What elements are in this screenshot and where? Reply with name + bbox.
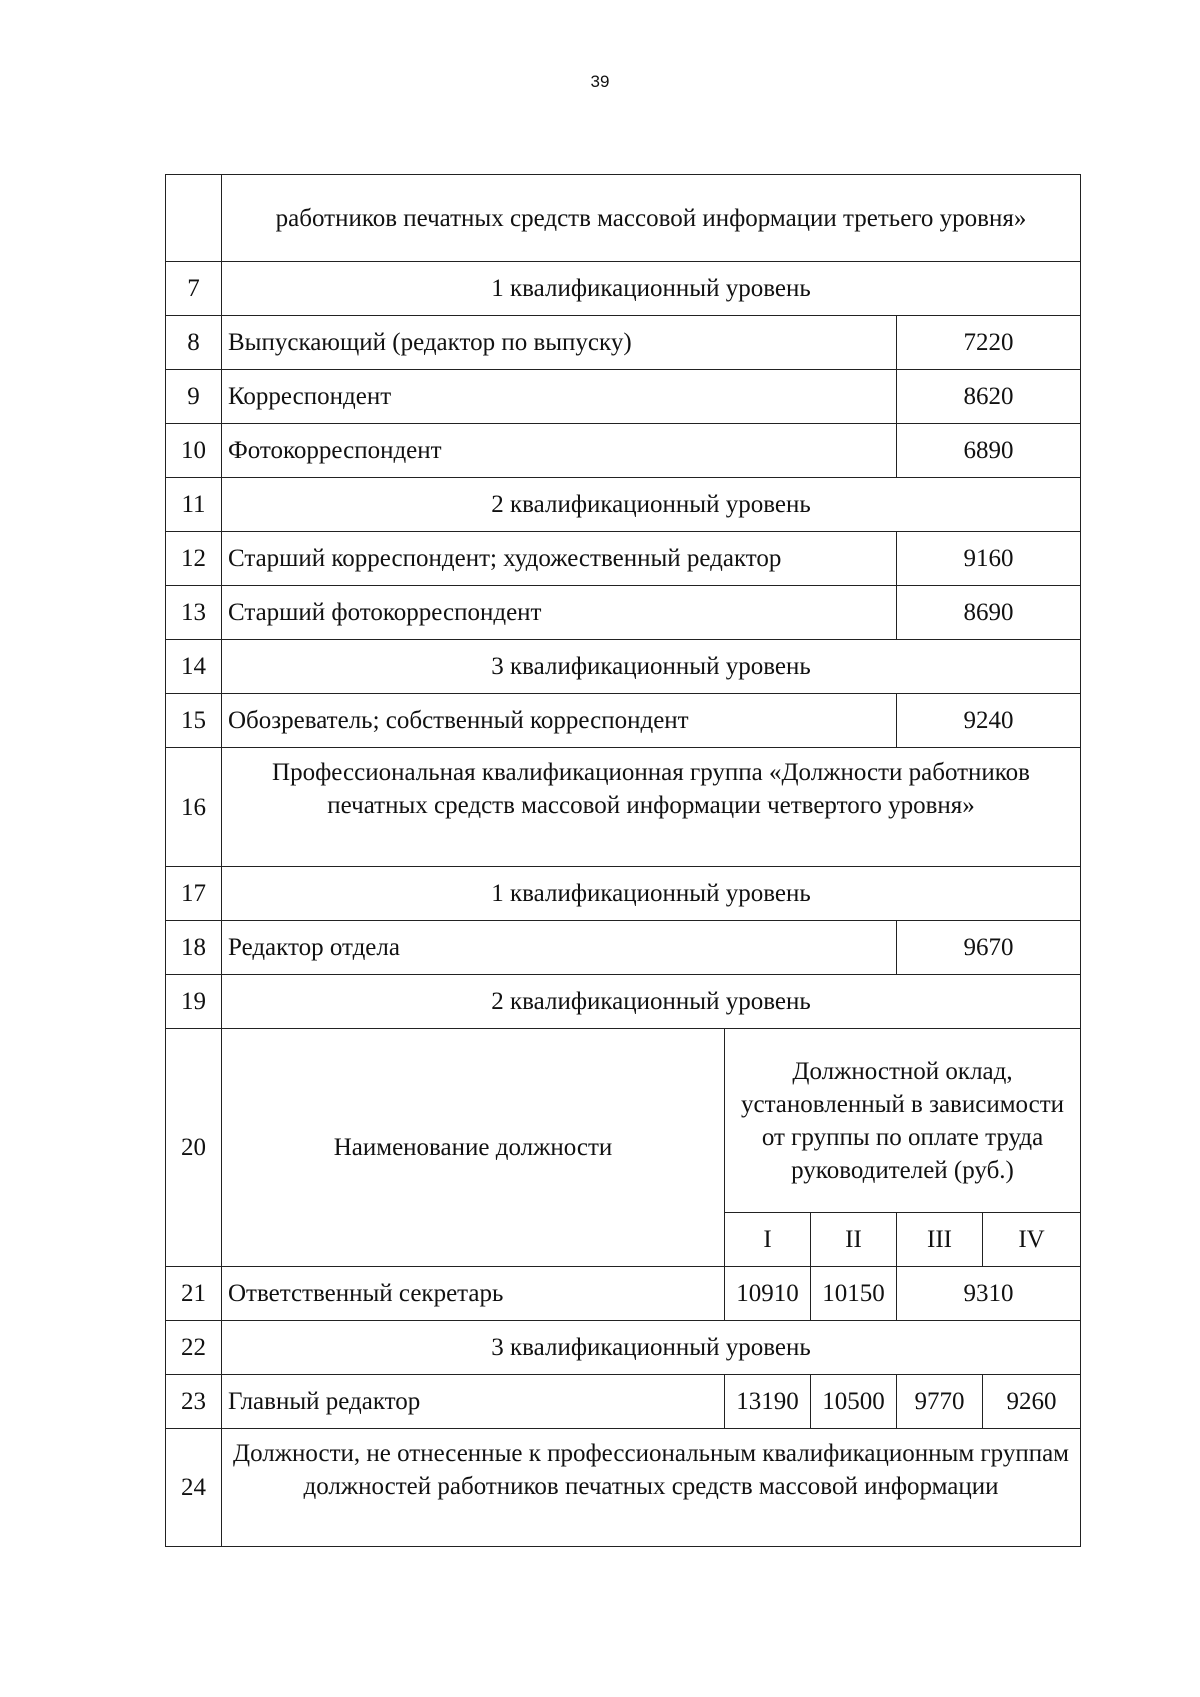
salary-value: 9670 — [897, 921, 1081, 975]
salary-value: 9160 — [897, 532, 1081, 586]
table-row — [166, 424, 1081, 478]
table-row — [166, 370, 1081, 424]
salary-value: 13190 — [725, 1375, 811, 1429]
salary-value: 9240 — [897, 694, 1081, 748]
salary-value: 10150 — [811, 1267, 897, 1321]
table-row — [166, 478, 1081, 532]
table-row — [166, 175, 1081, 262]
row-number: 14 — [166, 640, 222, 694]
table-row — [166, 921, 1081, 975]
row-number: 15 — [166, 694, 222, 748]
salary-value: 8620 — [897, 370, 1081, 424]
position-name: Ответственный секретарь — [222, 1267, 725, 1321]
qualification-level: 1 квалификационный уровень — [222, 262, 1081, 316]
qualification-level: 1 квалификационный уровень — [222, 867, 1081, 921]
salary-value: 9770 — [897, 1375, 983, 1429]
table-row — [166, 640, 1081, 694]
position-name: Фотокорреспондент — [222, 424, 897, 478]
row-number: 11 — [166, 478, 222, 532]
salary-value: 8690 — [897, 586, 1081, 640]
group-title: Должности, не отнесенные к профессиональным квалификационным группам должностей работников печатных средств массовой информации — [222, 1429, 1081, 1547]
position-name: Старший фотокорреспондент — [222, 586, 897, 640]
qualification-level: 3 квалификационный уровень — [222, 1321, 1081, 1375]
row-number: 18 — [166, 921, 222, 975]
position-name: Обозреватель; собственный корреспондент — [222, 694, 897, 748]
salary-value: 10500 — [811, 1375, 897, 1429]
table-row — [166, 532, 1081, 586]
row-number: 19 — [166, 975, 222, 1029]
table-row — [166, 1429, 1081, 1547]
salary-value: 7220 — [897, 316, 1081, 370]
row-number: 16 — [166, 748, 222, 867]
page-number: 39 — [590, 72, 610, 91]
row-number — [166, 175, 222, 262]
row-number: 8 — [166, 316, 222, 370]
row-number: 20 — [166, 1029, 222, 1267]
table-row — [166, 316, 1081, 370]
position-name: Редактор отдела — [222, 921, 897, 975]
salary-value: 9310 — [897, 1267, 1081, 1321]
table-row — [166, 1321, 1081, 1375]
row-number: 21 — [166, 1267, 222, 1321]
table-row — [166, 1375, 1081, 1429]
position-name: Главный редактор — [222, 1375, 725, 1429]
qualification-level: 3 квалификационный уровень — [222, 640, 1081, 694]
table-row — [166, 1267, 1081, 1321]
salary-table — [165, 174, 1081, 1547]
row-number: 24 — [166, 1429, 222, 1547]
qualification-level: 2 квалификационный уровень — [222, 975, 1081, 1029]
group-title: Профессиональная квалификационная группа «Должности работников печатных средств массовой информации четвертого уровня» — [222, 748, 1081, 867]
table-row — [166, 694, 1081, 748]
salary-value: 6890 — [897, 424, 1081, 478]
row-number: 12 — [166, 532, 222, 586]
group-title-continuation: работников печатных средств массовой информации третьего уровня» — [222, 175, 1081, 262]
position-name: Выпускающий (редактор по выпуску) — [222, 316, 897, 370]
table-row — [166, 262, 1081, 316]
position-name: Корреспондент — [222, 370, 897, 424]
row-number: 22 — [166, 1321, 222, 1375]
salary-value: 10910 — [725, 1267, 811, 1321]
table-row — [166, 586, 1081, 640]
table-row — [166, 867, 1081, 921]
position-name: Старший корреспондент; художественный редактор — [222, 532, 897, 586]
pay-group-header: II — [811, 1213, 897, 1267]
pay-group-header: III — [897, 1213, 983, 1267]
qualification-level: 2 квалификационный уровень — [222, 478, 1081, 532]
salary-header: Должностной оклад, установленный в зависимости от группы по оплате труда руководителей (руб.) — [725, 1029, 1081, 1213]
row-number: 9 — [166, 370, 222, 424]
table-row — [166, 1029, 1081, 1213]
row-number: 10 — [166, 424, 222, 478]
table-row — [166, 748, 1081, 867]
row-number: 13 — [166, 586, 222, 640]
row-number: 17 — [166, 867, 222, 921]
position-name-header: Наименование должности — [222, 1029, 725, 1267]
salary-value: 9260 — [983, 1375, 1081, 1429]
row-number: 23 — [166, 1375, 222, 1429]
table-row — [166, 975, 1081, 1029]
pay-group-header: I — [725, 1213, 811, 1267]
row-number: 7 — [166, 262, 222, 316]
pay-group-header: IV — [983, 1213, 1081, 1267]
